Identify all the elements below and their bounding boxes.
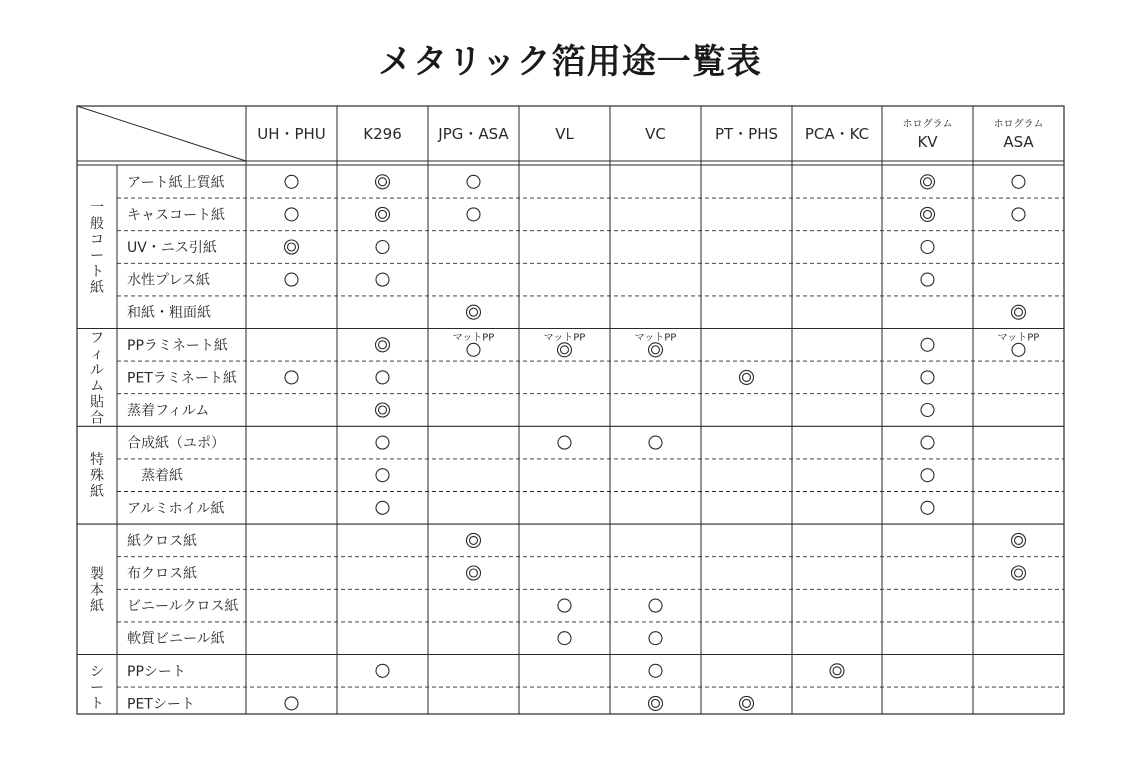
double-circle-mark-icon <box>1015 569 1023 577</box>
circle-mark-icon <box>558 436 571 449</box>
group-label-char: 紙 <box>90 484 104 501</box>
group-label-char: 貼 <box>90 394 104 411</box>
double-circle-mark-icon <box>376 403 390 417</box>
circle-mark-icon <box>649 436 662 449</box>
double-circle-mark-icon <box>285 240 299 254</box>
column-header: JPG・ASA <box>438 125 509 143</box>
circle-mark-icon <box>649 664 662 677</box>
double-circle-mark-icon <box>470 569 478 577</box>
circle-mark-icon <box>921 469 934 482</box>
column-header: PCA・KC <box>804 125 870 143</box>
row-label: PPラミネート紙 <box>127 337 228 354</box>
double-circle-mark-icon <box>833 667 841 675</box>
double-circle-mark-icon <box>470 308 478 316</box>
column-header: VL <box>555 125 574 143</box>
circle-mark-icon <box>649 599 662 612</box>
circle-mark-icon <box>921 404 934 417</box>
cell-note: マットPP <box>452 332 495 344</box>
double-circle-mark-icon <box>1012 566 1026 580</box>
column-header: UH・PHU <box>257 125 326 143</box>
double-circle-mark-icon <box>379 210 387 218</box>
circle-mark-icon <box>921 241 934 254</box>
double-circle-mark-icon <box>924 210 932 218</box>
group-label-char: ト <box>90 264 104 280</box>
double-circle-mark-icon <box>376 207 390 221</box>
circle-mark-icon <box>921 501 934 514</box>
double-circle-mark-icon <box>740 370 754 384</box>
group-label-char: ー <box>90 680 104 697</box>
cell-note: マットPP <box>543 332 586 344</box>
double-circle-mark-icon <box>1012 533 1026 547</box>
double-circle-mark-icon <box>740 696 754 710</box>
circle-mark-icon <box>376 273 389 286</box>
circle-mark-icon <box>285 175 298 188</box>
circle-mark-icon <box>921 338 934 351</box>
column-header: VC <box>645 125 666 143</box>
page-title: メタリック箔用途一覧表 <box>378 42 762 82</box>
double-circle-mark-icon <box>652 346 660 354</box>
column-header-sub: ホログラム <box>902 119 953 130</box>
double-circle-mark-icon <box>379 178 387 186</box>
group-label-char: 特 <box>90 452 104 469</box>
circle-mark-icon <box>1012 343 1025 356</box>
row-label: 水性プレス紙 <box>127 272 211 289</box>
circle-mark-icon <box>467 208 480 221</box>
group-label-char: 製 <box>90 566 104 583</box>
double-circle-mark-icon <box>649 696 663 710</box>
header-diagonal <box>77 106 246 161</box>
group-label-char: 般 <box>90 216 104 232</box>
circle-mark-icon <box>376 241 389 254</box>
group-label-char: コ <box>90 232 104 248</box>
column-header: ASA <box>1003 133 1034 151</box>
double-circle-mark-icon <box>379 406 387 414</box>
circle-mark-icon <box>285 273 298 286</box>
row-label: アルミホイル紙 <box>127 500 225 517</box>
circle-mark-icon <box>558 632 571 645</box>
row-label: PETシート <box>127 696 195 713</box>
double-circle-mark-icon <box>1015 308 1023 316</box>
circle-mark-icon <box>285 371 298 384</box>
row-label: キャスコート紙 <box>127 207 225 224</box>
row-label: 蒸着フィルム <box>127 403 210 419</box>
row-label: UV・ニス引紙 <box>127 240 217 256</box>
double-circle-mark-icon <box>470 536 478 544</box>
double-circle-mark-icon <box>376 175 390 189</box>
double-circle-mark-icon <box>467 305 481 319</box>
double-circle-mark-icon <box>561 346 569 354</box>
cell-note: マットPP <box>634 332 677 344</box>
group-label-char: 殊 <box>90 468 104 485</box>
double-circle-mark-icon <box>924 178 932 186</box>
group-label-char: 紙 <box>90 598 104 615</box>
circle-mark-icon <box>376 664 389 677</box>
double-circle-mark-icon <box>467 566 481 580</box>
row-label: 蒸着紙 <box>127 468 183 485</box>
circle-mark-icon <box>285 697 298 710</box>
double-circle-mark-icon <box>743 373 751 381</box>
circle-mark-icon <box>376 436 389 449</box>
row-label: PETラミネート紙 <box>127 370 237 387</box>
table-border <box>77 106 1064 714</box>
circle-mark-icon <box>376 501 389 514</box>
group-label-char: 合 <box>90 410 104 427</box>
group-label-char: ー <box>90 248 104 264</box>
column-header: KV <box>917 133 938 151</box>
row-label: アート紙上質紙 <box>127 174 225 191</box>
double-circle-mark-icon <box>1012 305 1026 319</box>
circle-mark-icon <box>921 436 934 449</box>
row-label: 和紙・粗面紙 <box>127 305 211 322</box>
group-label-char: 本 <box>90 582 104 599</box>
double-circle-mark-icon <box>379 341 387 349</box>
circle-mark-icon <box>285 208 298 221</box>
row-label: PPシート <box>127 663 186 680</box>
row-label: 紙クロス紙 <box>127 533 197 550</box>
group-label-char: ト <box>90 696 104 713</box>
circle-mark-icon <box>376 469 389 482</box>
row-label: 軟質ビニール紙 <box>127 631 225 648</box>
circle-mark-icon <box>921 273 934 286</box>
group-label-char: ム <box>90 378 104 395</box>
column-header: PT・PHS <box>714 125 779 143</box>
row-label: 合成紙（ユポ） <box>127 435 225 452</box>
double-circle-mark-icon <box>467 533 481 547</box>
group-label-char: 一 <box>90 200 104 216</box>
circle-mark-icon <box>376 371 389 384</box>
circle-mark-icon <box>1012 175 1025 188</box>
circle-mark-icon <box>649 632 662 645</box>
double-circle-mark-icon <box>652 699 660 707</box>
double-circle-mark-icon <box>921 207 935 221</box>
column-header: K296 <box>363 125 402 143</box>
cell-note: マットPP <box>997 332 1040 344</box>
double-circle-mark-icon <box>288 243 296 251</box>
circle-mark-icon <box>467 175 480 188</box>
circle-mark-icon <box>467 343 480 356</box>
double-circle-mark-icon <box>649 343 663 357</box>
row-label: ビニールクロス紙 <box>127 598 239 615</box>
double-circle-mark-icon <box>830 664 844 678</box>
circle-mark-icon <box>558 599 571 612</box>
group-label-char: フ <box>90 330 104 347</box>
circle-mark-icon <box>921 371 934 384</box>
group-label-char: シ <box>90 664 104 681</box>
column-header-sub: ホログラム <box>993 119 1044 130</box>
double-circle-mark-icon <box>1015 536 1023 544</box>
group-label-char: ル <box>90 362 104 379</box>
double-circle-mark-icon <box>558 343 572 357</box>
double-circle-mark-icon <box>376 338 390 352</box>
group-label-char: 紙 <box>90 280 104 296</box>
row-label: 布クロス紙 <box>127 566 197 582</box>
circle-mark-icon <box>1012 208 1025 221</box>
group-label-char: ィ <box>90 346 104 363</box>
double-circle-mark-icon <box>921 175 935 189</box>
double-circle-mark-icon <box>743 699 751 707</box>
